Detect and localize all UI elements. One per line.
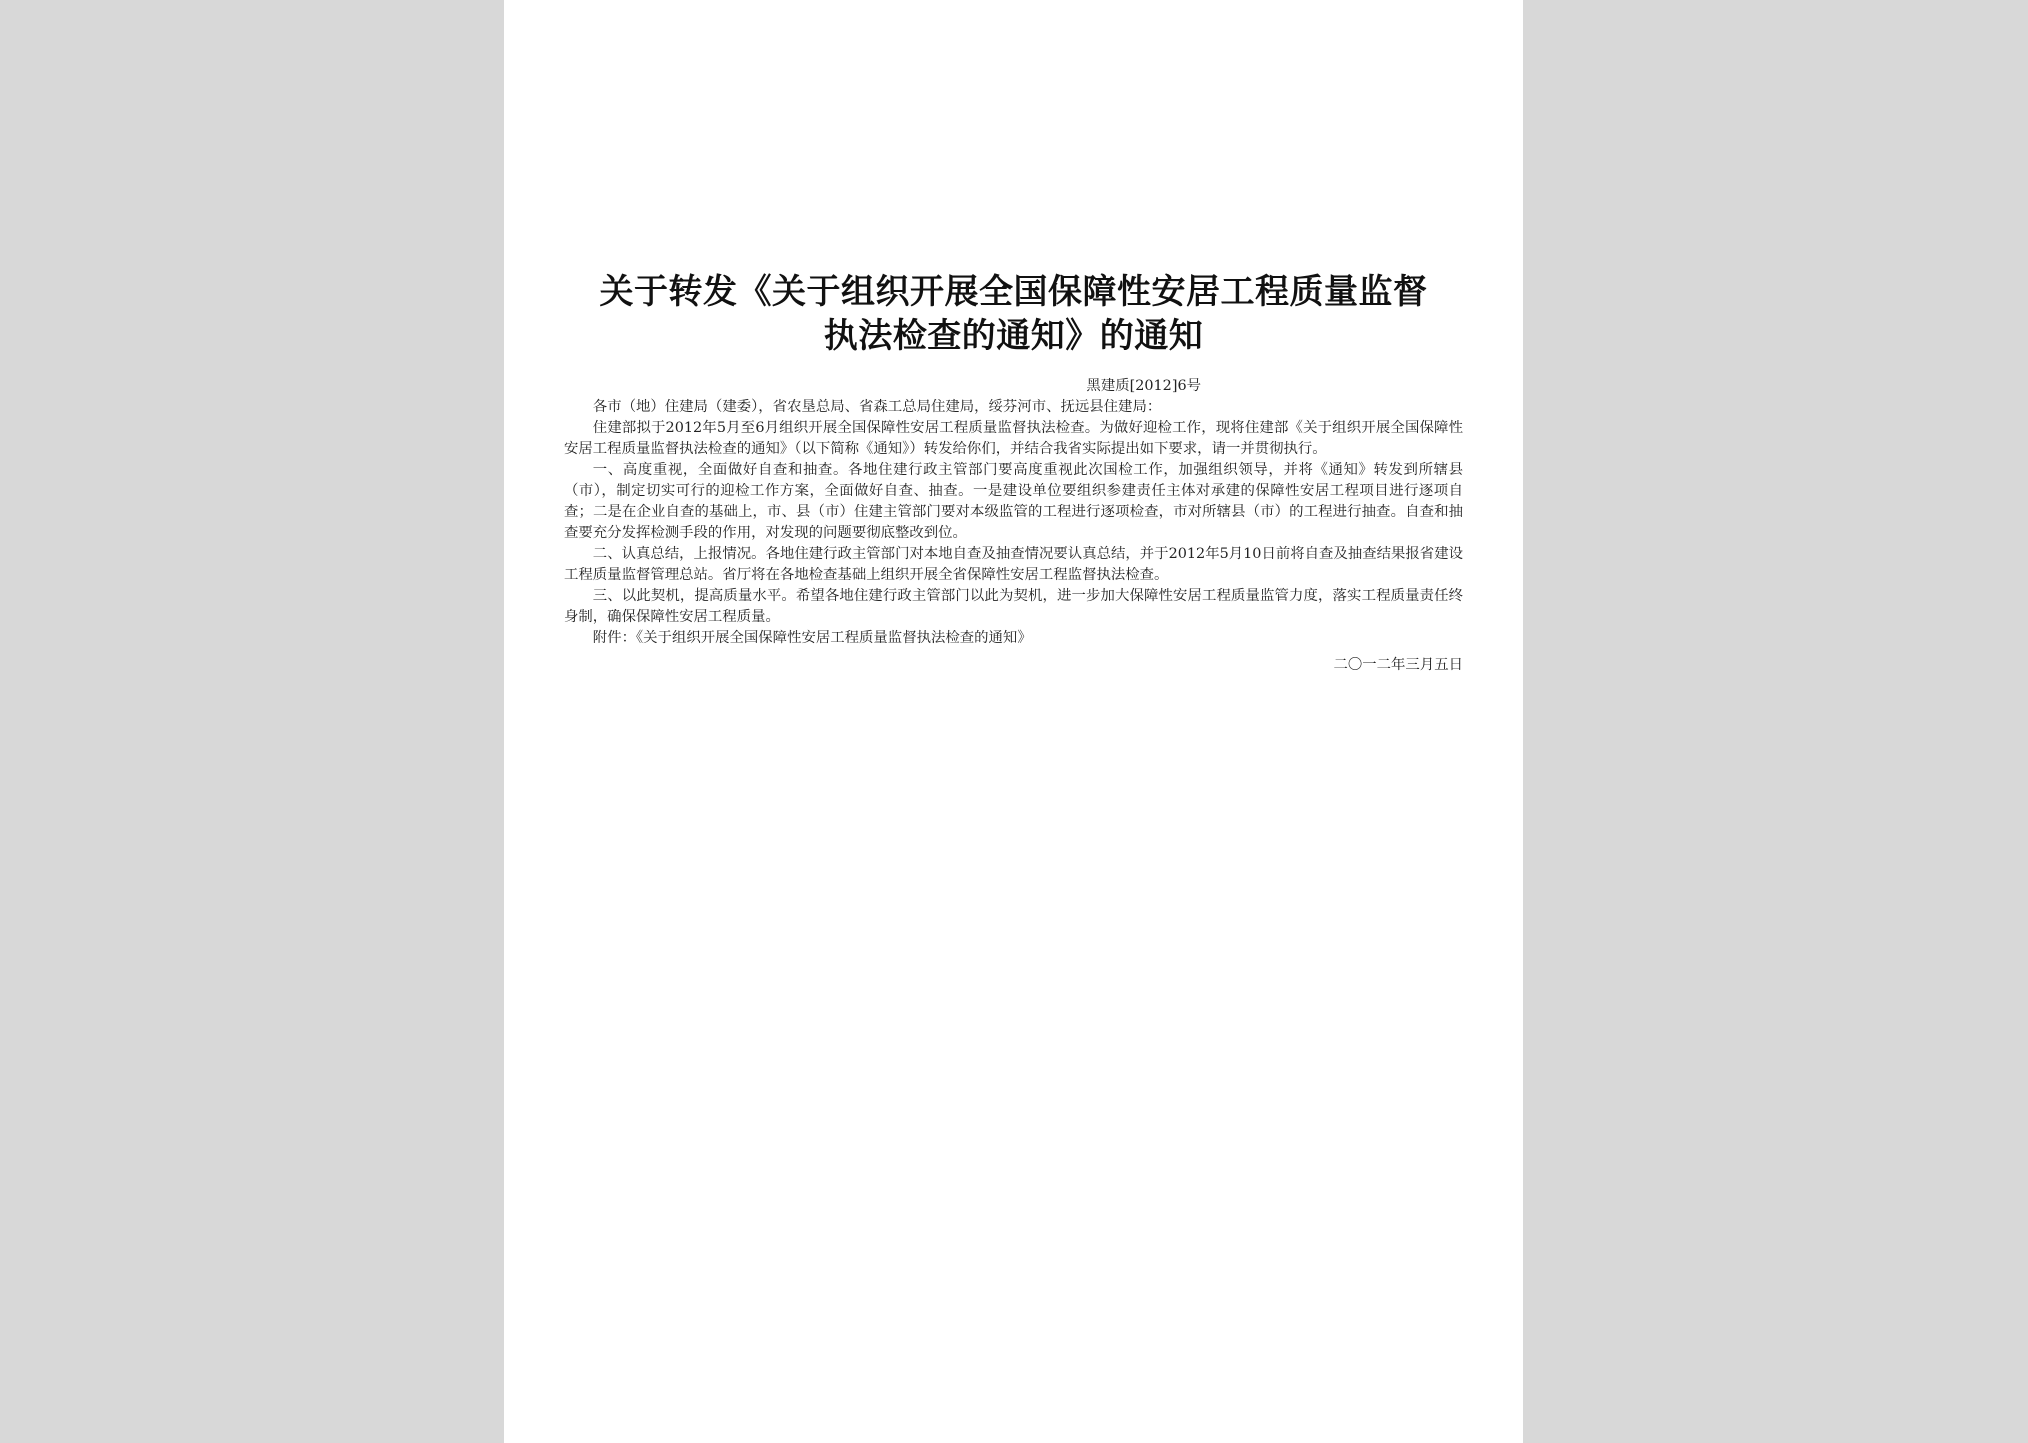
title-line-2: 执法检查的通知》的通知 xyxy=(823,316,1204,356)
title-line-1: 关于转发《关于组织开展全国保障性安居工程质量监督 xyxy=(599,272,1428,312)
document-date: 二〇一二年三月五日 xyxy=(1333,657,1463,673)
document-number: 黑建质[2012]6号 xyxy=(1086,378,1201,394)
paragraph-point-2: 二、认真总结，上报情况。各地住建行政主管部门对本地自查及抽查情况要认真总结，并于2012年5月10日前将自查及抽查结果报省建设工程质量监督管理总站。省厅将在各地检查基础上组织开展全省保障性安居工程监督执法检查。 xyxy=(564,546,1463,583)
addressee: 各市（地）住建局（建委），省农垦总局、省森工总局住建局，绥芬河市、抚远县住建局： xyxy=(592,399,1162,415)
document-body xyxy=(564,376,1463,676)
paragraph-point-3: 三、以此契机，提高质量水平。希望各地住建行政主管部门以此为契机，进一步加大保障性安居工程质量监管力度，落实工程质量责任终身制，确保保障性安居工程质量。 xyxy=(564,588,1463,625)
paragraph-point-1: 一、高度重视，全面做好自查和抽查。各地住建行政主管部门要高度重视此次国检工作，加强组织领导，并将《通知》转发到所辖县（市），制定切实可行的迎检工作方案，全面做好自查、抽查。一是建设单位要组织参建责任主体对承建的保障性安居工程项目进行逐项自查；二是在企业自查的基础上，市、县（市）住建主管部门要对本级监管的工程进行逐项检查，市对所辖县（市）的工程进行抽查。自查和抽查要充分发挥检测手段的作用，对发现的问题要彻底整改到位。 xyxy=(564,462,1463,541)
document-title xyxy=(544,270,1483,358)
document-page xyxy=(504,0,1523,1443)
paragraph-intro: 住建部拟于2012年5月至6月组织开展全国保障性安居工程质量监督执法检查。为做好迎检工作，现将住建部《关于组织开展全国保障性安居工程质量监督执法检查的通知》（以下简称《通知》）转发给你们，并结合我省实际提出如下要求，请一并贯彻执行。 xyxy=(564,420,1463,457)
attachment-line: 附件：《关于组织开展全国保障性安居工程质量监督执法检查的通知》 xyxy=(592,630,1032,646)
